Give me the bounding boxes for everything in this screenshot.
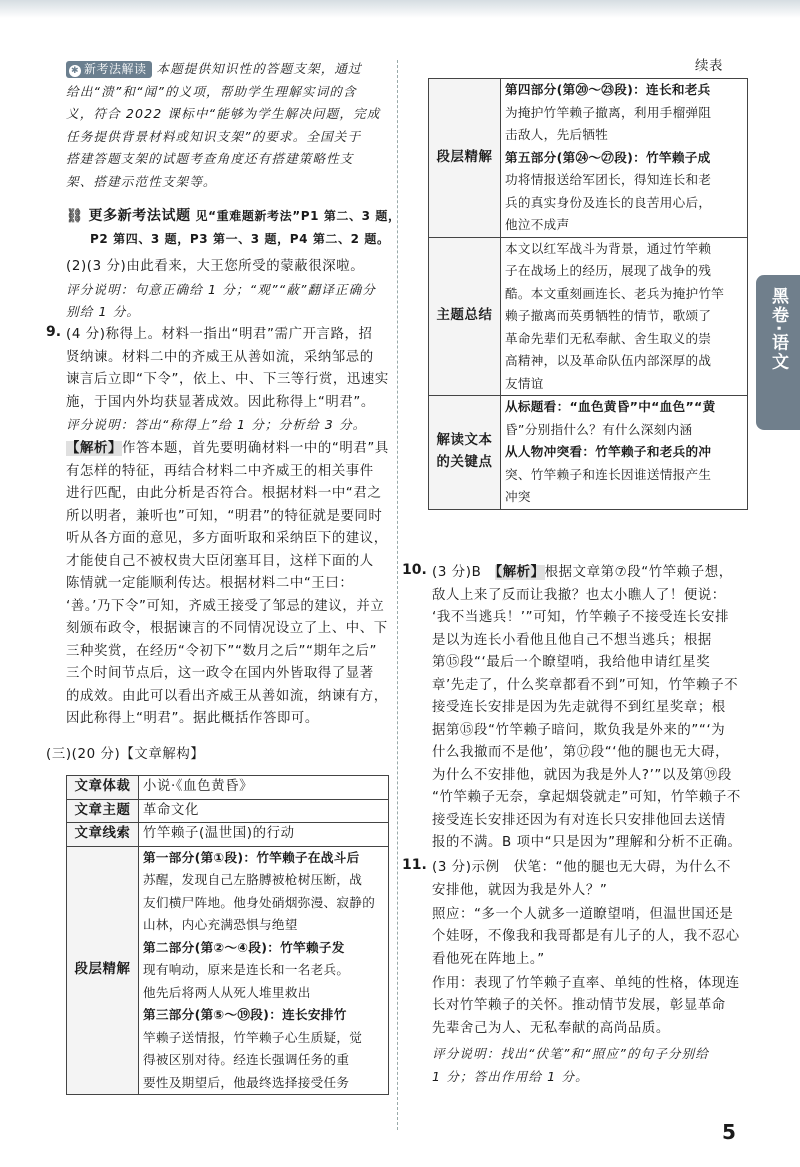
q9-analysis-line: 因此称得上“明君”。据此概括作答即可。 — [66, 711, 319, 726]
q9-analysis-line: 进行匹配，由此分析是否符合。根据材料一中“君之 — [66, 486, 382, 501]
lightbulb-icon: ✱ — [70, 66, 80, 76]
q10-line: 什么我撤而不是他’，第⑰段“‘他的腿也无大碍， — [432, 745, 730, 760]
table-cell: 小说·《血色黄昏》 — [139, 776, 389, 800]
table-cell: 本文以红军战斗为背景，通过竹竿赖 子在战场上的经历，展现了战争的残 酷。本文重刻画连长、老兵为掩护竹竿 赖子撤离而英勇牺牲的情节，歌颂了 革命先辈们无私奉献、舍生取义的崇 高精神，以及革命队伍内部深厚的战 友情谊 — [501, 237, 748, 396]
q9-analysis-line: ‘善。’乃下令”可知，齐威王接受了邹忌的建议，并立 — [66, 599, 385, 614]
q9-analysis-first: 【解析】作答本题，首先要明确材料一中的“明君”具 — [66, 441, 389, 456]
q9-analysis-line: 所以明者，兼听也”可知，“明君”的特征就是要同时 — [66, 509, 383, 524]
note-line: 义，符合 2022 课标中“能够为学生解决问题，完成 — [66, 106, 381, 121]
table-header-cell: 文章体裁 — [67, 776, 139, 800]
q9-analysis-line: 三种奖赏，在经历“令初下”“数月之后”“期年之后” — [66, 644, 378, 659]
q11-line: 安排他，就因为我是外人？” — [432, 883, 608, 898]
q9-analysis-line: 才能使自己不被权贵大臣闭塞耳目，这样下面的人 — [66, 554, 374, 569]
q9-analysis-line: 听从各方面的意见，多方面听取和采纳臣下的建议， — [66, 531, 388, 546]
more-tests-line: P2 第四、3 题，P3 第一、3 题，P4 第二、2 题。 — [90, 232, 390, 246]
q11-eval: 评分说明：找出“伏笔”和“照应”的句子分别给 — [432, 1046, 709, 1061]
table-header-cell: 文章主题 — [67, 799, 139, 823]
q9-analysis-line: 三个时间节点后，这一政令在国内外皆取得了显著 — [66, 666, 374, 681]
q11-number: 11. — [402, 857, 427, 873]
q11-line: 看他死在阵地上。” — [432, 952, 545, 967]
q9-line: 贤纳谏。材料二中的齐威王从善如流，采纳邹忌的 — [66, 350, 374, 365]
table-header-cell: 主题总结 — [429, 237, 501, 396]
table-cell: 从标题看：“血色黄昏”中“血色”“黄 昏”分别指什么？有什么深刻内涵 从人物冲突看：竹竿赖子和老兵的冲 突、竹竿赖子和连长因谁送情报产生 冲突 — [501, 396, 748, 510]
q9-analysis-line: 刻颁布政令，根据谏言的不同情况设立了上、中、下 — [66, 621, 388, 636]
table-header-cell: 段层精解 — [429, 79, 501, 238]
table-cell: 革命文化 — [139, 799, 389, 823]
q10-number: 10. — [402, 562, 427, 578]
table-header-cell: 文章线索 — [67, 823, 139, 847]
q9-analysis-line: 的成效。由此可以看出齐威王从善如流，纳谏有方， — [66, 689, 388, 704]
q11-eval: 1 分；答出作用给 1 分。 — [432, 1069, 589, 1084]
q8-part2: (2)(3 分)由此看来，大王您所受的蒙蔽很深啦。 — [66, 259, 365, 274]
q10-line: 接受连长安排是因为先走就得不到红星奖章；根 — [432, 700, 726, 715]
q9-number: 9. — [46, 324, 62, 340]
table-header-cell: 解读文本 的关键点 — [429, 396, 501, 510]
q11-line: 长对竹竿赖子的关怀。推动情节发展，彰显革命 — [432, 998, 726, 1013]
section-three-heading: (三)(20 分)【文章解构】 — [46, 747, 205, 762]
table-header-cell: 段层精解 — [67, 846, 139, 1095]
q10-first-line: (3 分)B 【解析】根据文章第⑦段“竹竿赖子想， — [432, 565, 733, 580]
side-tab: 黑卷·语文 — [756, 275, 800, 430]
q11-line: 作用：表现了竹竿赖子直率、单纯的性格，体现连 — [432, 976, 740, 991]
q11-line: 先辈舍己为人、无私奉献的高尚品质。 — [432, 1021, 670, 1036]
q9-analysis-line: 陈情就一定能顺利传达。根据材料二中“王曰： — [66, 576, 354, 591]
link-icon: ⛓ — [66, 209, 84, 224]
note-line: 搭建答题支架的试题考查角度还有搭建策略性支 — [66, 151, 354, 166]
continued-label: 续表 — [695, 59, 723, 74]
q10-line: 报的不满。B 项中“只是因为”理解和分析不正确。 — [432, 835, 742, 850]
new-exam-tag: ✱ 新考法解读 — [66, 61, 152, 78]
top-shade — [0, 0, 800, 18]
continued-table — [428, 78, 748, 510]
q9-line: 谏言后立即“下令”，依上、中、下三等行赏，迅速实 — [66, 372, 389, 387]
q8-eval: 评分说明：句意正确给 1 分；“观”“蔽”翻译正确分 — [66, 282, 376, 297]
note-line: 给出“溃”和“闻”的义项，帮助学生理解实词的含 — [66, 84, 357, 99]
q11-line: 个娃呀，不像我和我哥都是有儿子的人，我不忍心 — [432, 929, 740, 944]
table-cell: 第四部分(第⑳～㉓段)：连长和老兵 为掩护竹竿赖子撤离，利用手榴弹阻 击敌人，先后牺牲 第五部分(第㉔～㉗段)：竹竿赖子成 功将情报送给军团长，得知连长和老 兵的真实身份及连长的良苦用心后， 他泣不成声 — [501, 79, 748, 238]
note-first-line: ✱ 新考法解读 本题提供知识性的答题支架，通过 — [66, 58, 362, 82]
q10-line: 是以为连长小看他且他自己不想当逃兵；根据 — [432, 633, 712, 648]
note-line: 架、搭建示范性支架等。 — [66, 174, 217, 189]
q10-line: 第⑮段“‘最后一个瞭望哨，我给他申请红星奖 — [432, 655, 711, 670]
q9-analysis-line: 有怎样的特征，再结合材料二中齐威王的相关事件 — [66, 464, 374, 479]
q9-eval: 评分说明：答出“称得上”给 1 分；分析给 3 分。 — [66, 417, 367, 432]
q8-eval: 别给 1 分。 — [66, 304, 141, 319]
structure-table — [66, 775, 389, 1095]
table-cell: 第一部分(第①段)：竹竿赖子在战斗后 苏醒，发现自己左胳膊被枪树压断，战 友们横尸阵地。他身处硝烟弥漫、寂静的 山林，内心充满恐惧与绝望 第二部分(第②～④段)：竹竿赖子发 现有响动，原来是连长和一名老兵。 他先后将两人从死人堆里救出 第三部分(第⑤～⑲段)：连长安排竹 竿赖子送情报，竹竿赖子心生质疑，觉 得被区别对待。经连长强调任务的重 要性及期望后，他最终选择接受任务 — [139, 846, 389, 1095]
q10-line: 敌人上来了反而让我撤？也太小瞧人了！便说： — [432, 588, 726, 603]
q9-line: 施，于国内外均获显著成效。因此称得上“明君”。 — [66, 395, 375, 410]
q11-line: (3 分)示例 伏笔：“他的腿也无大碍，为什么不 — [432, 860, 731, 875]
q10-line: 据第⑮段“竹竿赖子暗问，欺负我是外来的”“‘为 — [432, 723, 726, 738]
q10-line: 为什么不安排他，就因为我是外人?’”以及第⑲段 — [432, 768, 732, 783]
q10-line: “竹竿赖子无奈，拿起烟袋就走”可知，竹竿赖子不 — [432, 790, 741, 805]
q10-line: 接受连长安排还因为有对连长只安排他回去送情 — [432, 813, 726, 828]
page-number: 5 — [722, 1120, 736, 1144]
q9-line: (4 分)称得上。材料一指出“明君”需广开言路，招 — [66, 327, 373, 342]
note-line: 任务提供背景材料或知识支架”的要求。全国关于 — [66, 129, 362, 144]
more-tests: ⛓ 更多新考法试题 见“重难题新考法”P1 第二、3 题， — [66, 208, 401, 224]
table-cell: 竹竿赖子(温世国)的行动 — [139, 823, 389, 847]
q11-line: 照应：“多一个人就多一道瞭望哨，但温世国还是 — [432, 907, 734, 922]
q10-line: 章’先走了，什么奖章都看不到”可知，竹竿赖子不 — [432, 678, 739, 693]
q10-line: ‘我不当逃兵！’”可知，竹竿赖子不接受连长安排 — [432, 610, 730, 625]
